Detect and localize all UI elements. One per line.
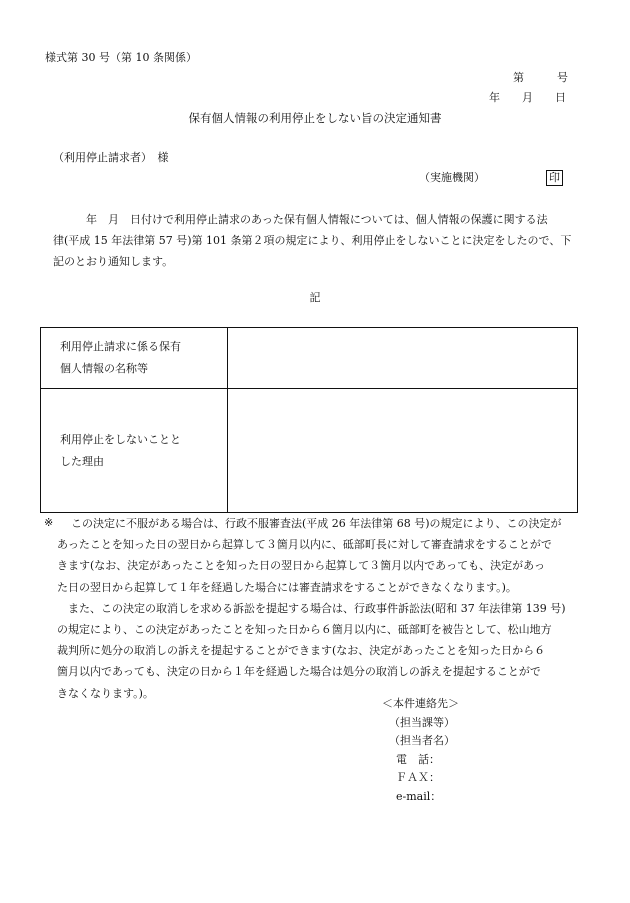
note-line: あったことを知った日の翌日から起算して３箇月以内に、砥部町長に対して審査請求をすることがで	[57, 538, 552, 552]
table-row	[41, 328, 578, 389]
table-label-cell	[41, 328, 228, 389]
note-line: た日の翌日から起算して１年を経過した場合には審査請求をすることができなくなります。)。	[57, 580, 517, 594]
seal-mark	[546, 170, 563, 186]
body-paragraph	[53, 209, 593, 273]
note-line: この決定に不服がある場合は、行政不服審査法(平成 26 年法律第 68 号)の規定により、この決定が	[71, 517, 562, 530]
seal-stamp: 印	[546, 170, 563, 186]
body-line: 律(平成 15 年法律第 57 号)第 101 条第２項の規定により、利用停止をしないことに決定をしたので、下	[53, 234, 572, 248]
issuer-label: （実施機関）	[419, 171, 485, 184]
contact-email: e-mail：	[396, 789, 442, 803]
table-row	[41, 389, 578, 513]
note-line: 箇月以内であっても、決定の日から１年を経過した場合は処分の取消しの訴えを提起することがで	[57, 665, 541, 679]
body-line: 年 月 日付けで利用停止請求のあった保有個人情報については、個人情報の保護に関する法	[53, 213, 548, 226]
note-mark: ※	[44, 516, 54, 529]
contact-department: （担当課等）	[389, 715, 455, 729]
note-line: 裁判所に処分の取消しの訴えを提起することができます(なお、決定があったことを知った日から６	[57, 644, 546, 658]
issue-date: 年 月 日	[489, 91, 566, 104]
label-line: した理由	[60, 454, 104, 468]
document-title: 保有個人情報の利用停止をしない旨の決定通知書	[188, 111, 442, 125]
table-value-cell	[228, 389, 578, 513]
notes-section	[57, 513, 597, 704]
contact-tel: 電 話：	[396, 752, 440, 766]
contact-fax: ＦＡＸ：	[396, 771, 440, 784]
addressee: （利用停止請求者） 様	[53, 151, 169, 164]
note-line: また、この決定の取消しを求める訴訟を提起する場合は、行政事件訴訟法(昭和 37 年法律第 139 号)	[68, 601, 566, 615]
ki-marker: 記	[309, 291, 321, 304]
form-number: 様式第 30 号（第 10 条関係）	[45, 51, 197, 64]
info-table	[40, 327, 578, 513]
body-line: 記のとおり通知します。	[53, 255, 174, 269]
document-number: 第 号	[513, 71, 568, 84]
label-line: 個人情報の名称等	[60, 362, 148, 375]
table-value-cell	[228, 328, 578, 389]
label-line: 利用停止請求に係る保有	[60, 340, 181, 353]
note-line: きます(なお、決定があったことを知った日の翌日から起算して３箇月以内であっても、決定があっ	[57, 559, 545, 573]
note-line: の規定により、この決定があったことを知った日から６箇月以内に、砥部町を被告として、松山地方	[57, 623, 552, 637]
note-line: きなくなります。)。	[57, 686, 154, 700]
contact-person: （担当者名）	[389, 734, 455, 747]
table-label-cell	[41, 389, 228, 513]
contact-heading: ＜本件連絡先＞	[382, 697, 459, 710]
label-line: 利用停止をしないことと	[60, 432, 181, 446]
contact-block	[382, 695, 459, 806]
